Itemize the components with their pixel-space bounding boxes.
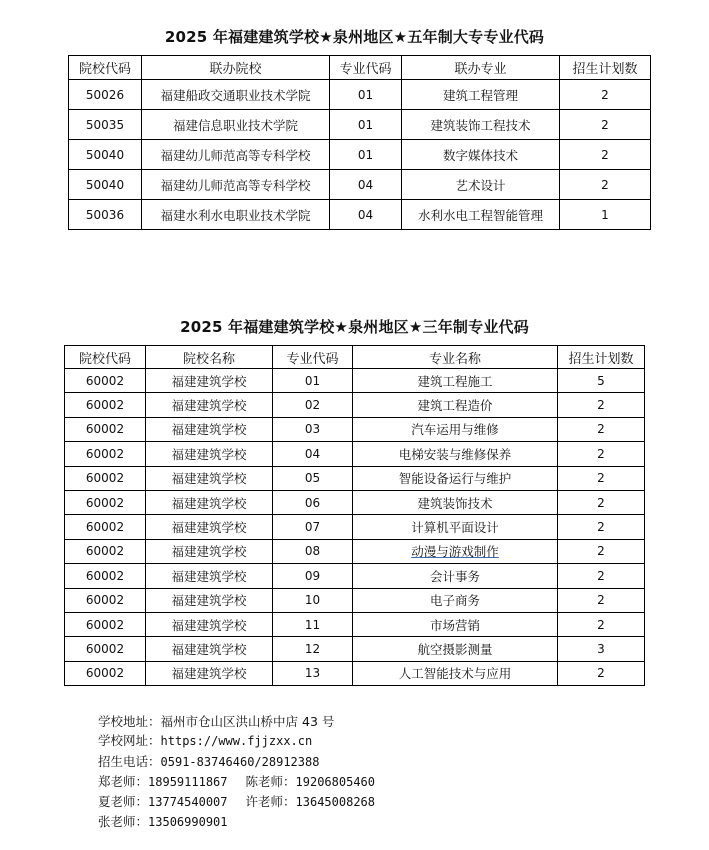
table-row [65, 417, 645, 441]
table-cell: 2 [560, 110, 651, 140]
table-cell: 福建建筑学校 [146, 539, 273, 563]
table-cell: 福建建筑学校 [146, 637, 273, 661]
teacher-line [98, 812, 375, 832]
table-cell: 建筑装饰技术 [353, 490, 558, 514]
table-row [65, 539, 645, 563]
table-cell: 建筑工程造价 [353, 393, 558, 417]
table-row [69, 110, 651, 140]
table-cell: 福建建筑学校 [146, 417, 273, 441]
table-cell: 电梯安装与维修保养 [353, 442, 558, 466]
table-cell: 福建建筑学校 [146, 466, 273, 490]
teacher-phone: 13506990901 [148, 815, 228, 830]
table-cell: 3 [558, 637, 645, 661]
teacher-name: 许老师： [245, 794, 296, 810]
table2-title: 2025 年福建建筑学校★泉州地区★三年制专业代码 [180, 318, 529, 336]
table-cell: 03 [273, 417, 353, 441]
table-cell: 60002 [65, 637, 146, 661]
table-cell: 动漫与游戏制作 [353, 539, 558, 563]
table-cell: 福建水利水电职业技术学院 [142, 200, 330, 230]
table-cell: 60002 [65, 442, 146, 466]
table1-title: 2025 年福建建筑学校★泉州地区★五年制大专专业代码 [164, 28, 545, 46]
website-label: 学校网址： [98, 733, 161, 749]
table-cell: 60002 [65, 612, 146, 636]
table-cell: 福建幼儿师范高等专科学校 [142, 140, 330, 170]
column-header: 院校名称 [146, 346, 273, 369]
table-cell: 50040 [69, 140, 142, 170]
table-cell: 航空摄影测量 [353, 637, 558, 661]
table-cell: 60002 [65, 466, 146, 490]
table-cell: 2 [558, 490, 645, 514]
table-cell: 数字媒体技术 [402, 140, 560, 170]
table-cell: 2 [558, 588, 645, 612]
table-cell: 01 [330, 80, 402, 110]
table-cell: 01 [330, 140, 402, 170]
table-row [65, 661, 645, 685]
phone-label: 招生电话： [98, 753, 161, 769]
table-cell: 2 [558, 539, 645, 563]
column-header: 联办院校 [142, 56, 330, 80]
table-cell: 60002 [65, 490, 146, 514]
teacher-line [98, 772, 375, 792]
table-cell: 福建幼儿师范高等专科学校 [142, 170, 330, 200]
table-cell: 2 [558, 442, 645, 466]
table-row [69, 140, 651, 170]
table-cell: 60002 [65, 515, 146, 539]
table1-header-row [69, 56, 651, 80]
table-cell: 01 [330, 110, 402, 140]
table-row [65, 588, 645, 612]
column-header: 院校代码 [65, 346, 146, 369]
teacher-line [98, 792, 375, 812]
table-cell: 福建建筑学校 [146, 588, 273, 612]
address-label: 学校地址： [98, 714, 161, 729]
table-cell: 2 [560, 80, 651, 110]
table-row [65, 442, 645, 466]
table-row [69, 170, 651, 200]
table-row [65, 515, 645, 539]
table-cell: 建筑工程管理 [402, 80, 560, 110]
table-row [65, 369, 645, 393]
table-cell: 60002 [65, 539, 146, 563]
table-cell: 福建建筑学校 [146, 515, 273, 539]
teacher-name: 郑老师： [98, 773, 149, 789]
table-cell: 50040 [69, 170, 142, 200]
website-link[interactable]: https://www.fjjzxx.cn [160, 734, 313, 749]
table-cell: 02 [273, 393, 353, 417]
table-cell: 福建建筑学校 [146, 612, 273, 636]
table-cell: 60002 [65, 564, 146, 588]
table-cell: 08 [273, 539, 353, 563]
table-row [69, 80, 651, 110]
table-cell: 04 [330, 170, 402, 200]
table-cell: 水利水电工程智能管理 [402, 200, 560, 230]
address-value: 福州市仓山区洪山桥中店 43 号 [160, 714, 335, 729]
column-header: 招生计划数 [560, 56, 651, 80]
table-row [65, 637, 645, 661]
table-cell: 2 [558, 612, 645, 636]
table-cell: 60002 [65, 661, 146, 685]
teacher-phone: 18959111867 [148, 774, 228, 789]
contact-info [98, 712, 375, 833]
table-cell: 2 [560, 140, 651, 170]
table-cell: 福建建筑学校 [146, 442, 273, 466]
table-cell: 2 [558, 661, 645, 685]
table-cell: 福建信息职业技术学院 [142, 110, 330, 140]
table-cell: 1 [560, 200, 651, 230]
three-year-program-table [64, 345, 645, 686]
table-cell: 福建船政交通职业技术学院 [142, 80, 330, 110]
phone-value: 0591-83746460/28912388 [160, 754, 320, 769]
table-cell: 2 [558, 515, 645, 539]
table-cell: 智能设备运行与维护 [353, 466, 558, 490]
table-cell: 07 [273, 515, 353, 539]
table-row [65, 564, 645, 588]
table-cell: 05 [273, 466, 353, 490]
table-cell: 11 [273, 612, 353, 636]
column-header: 招生计划数 [558, 346, 645, 369]
table-cell: 福建建筑学校 [146, 393, 273, 417]
table-cell: 汽车运用与维修 [353, 417, 558, 441]
website-line [98, 731, 375, 751]
column-header: 院校代码 [69, 56, 142, 80]
column-header: 专业名称 [353, 346, 558, 369]
table-cell: 建筑装饰工程技术 [402, 110, 560, 140]
column-header: 联办专业 [402, 56, 560, 80]
table-cell: 2 [558, 393, 645, 417]
table-cell: 人工智能技术与应用 [353, 661, 558, 685]
table-cell: 50036 [69, 200, 142, 230]
table-cell: 04 [273, 442, 353, 466]
table-cell: 福建建筑学校 [146, 564, 273, 588]
table-cell: 04 [330, 200, 402, 230]
teacher-name: 夏老师： [98, 794, 149, 810]
table-cell: 50026 [69, 80, 142, 110]
table-cell: 会计事务 [353, 564, 558, 588]
table-cell: 福建建筑学校 [146, 661, 273, 685]
address-line [98, 712, 375, 731]
table-cell: 12 [273, 637, 353, 661]
table-cell: 5 [558, 369, 645, 393]
table-cell: 艺术设计 [402, 170, 560, 200]
table-cell: 09 [273, 564, 353, 588]
table-row [65, 393, 645, 417]
table-cell: 福建建筑学校 [146, 369, 273, 393]
column-header: 专业代码 [273, 346, 353, 369]
table-cell: 市场营销 [353, 612, 558, 636]
table-cell: 2 [558, 466, 645, 490]
table2-header-row [65, 346, 645, 369]
column-header: 专业代码 [330, 56, 402, 80]
table-row [65, 466, 645, 490]
teacher-name: 张老师： [98, 814, 149, 830]
table-row [65, 612, 645, 636]
phone-line [98, 752, 375, 772]
table-cell: 50035 [69, 110, 142, 140]
teacher-phone: 13645008268 [295, 795, 375, 810]
table-cell: 10 [273, 588, 353, 612]
table-cell: 06 [273, 490, 353, 514]
table-cell: 60002 [65, 588, 146, 612]
table-cell: 2 [558, 417, 645, 441]
table-row [69, 200, 651, 230]
five-year-program-table [68, 55, 651, 230]
table-cell: 福建建筑学校 [146, 490, 273, 514]
teacher-phone: 13774540007 [148, 795, 228, 810]
table-row [65, 490, 645, 514]
table-cell: 60002 [65, 393, 146, 417]
table-cell: 01 [273, 369, 353, 393]
teacher-phone: 19206805460 [295, 774, 375, 789]
table-cell: 13 [273, 661, 353, 685]
table-cell: 60002 [65, 369, 146, 393]
table-cell: 电子商务 [353, 588, 558, 612]
table-cell: 计算机平面设计 [353, 515, 558, 539]
teacher-name: 陈老师： [245, 773, 296, 789]
table-cell: 60002 [65, 417, 146, 441]
table-cell: 2 [558, 564, 645, 588]
table-cell: 2 [560, 170, 651, 200]
table-cell: 建筑工程施工 [353, 369, 558, 393]
